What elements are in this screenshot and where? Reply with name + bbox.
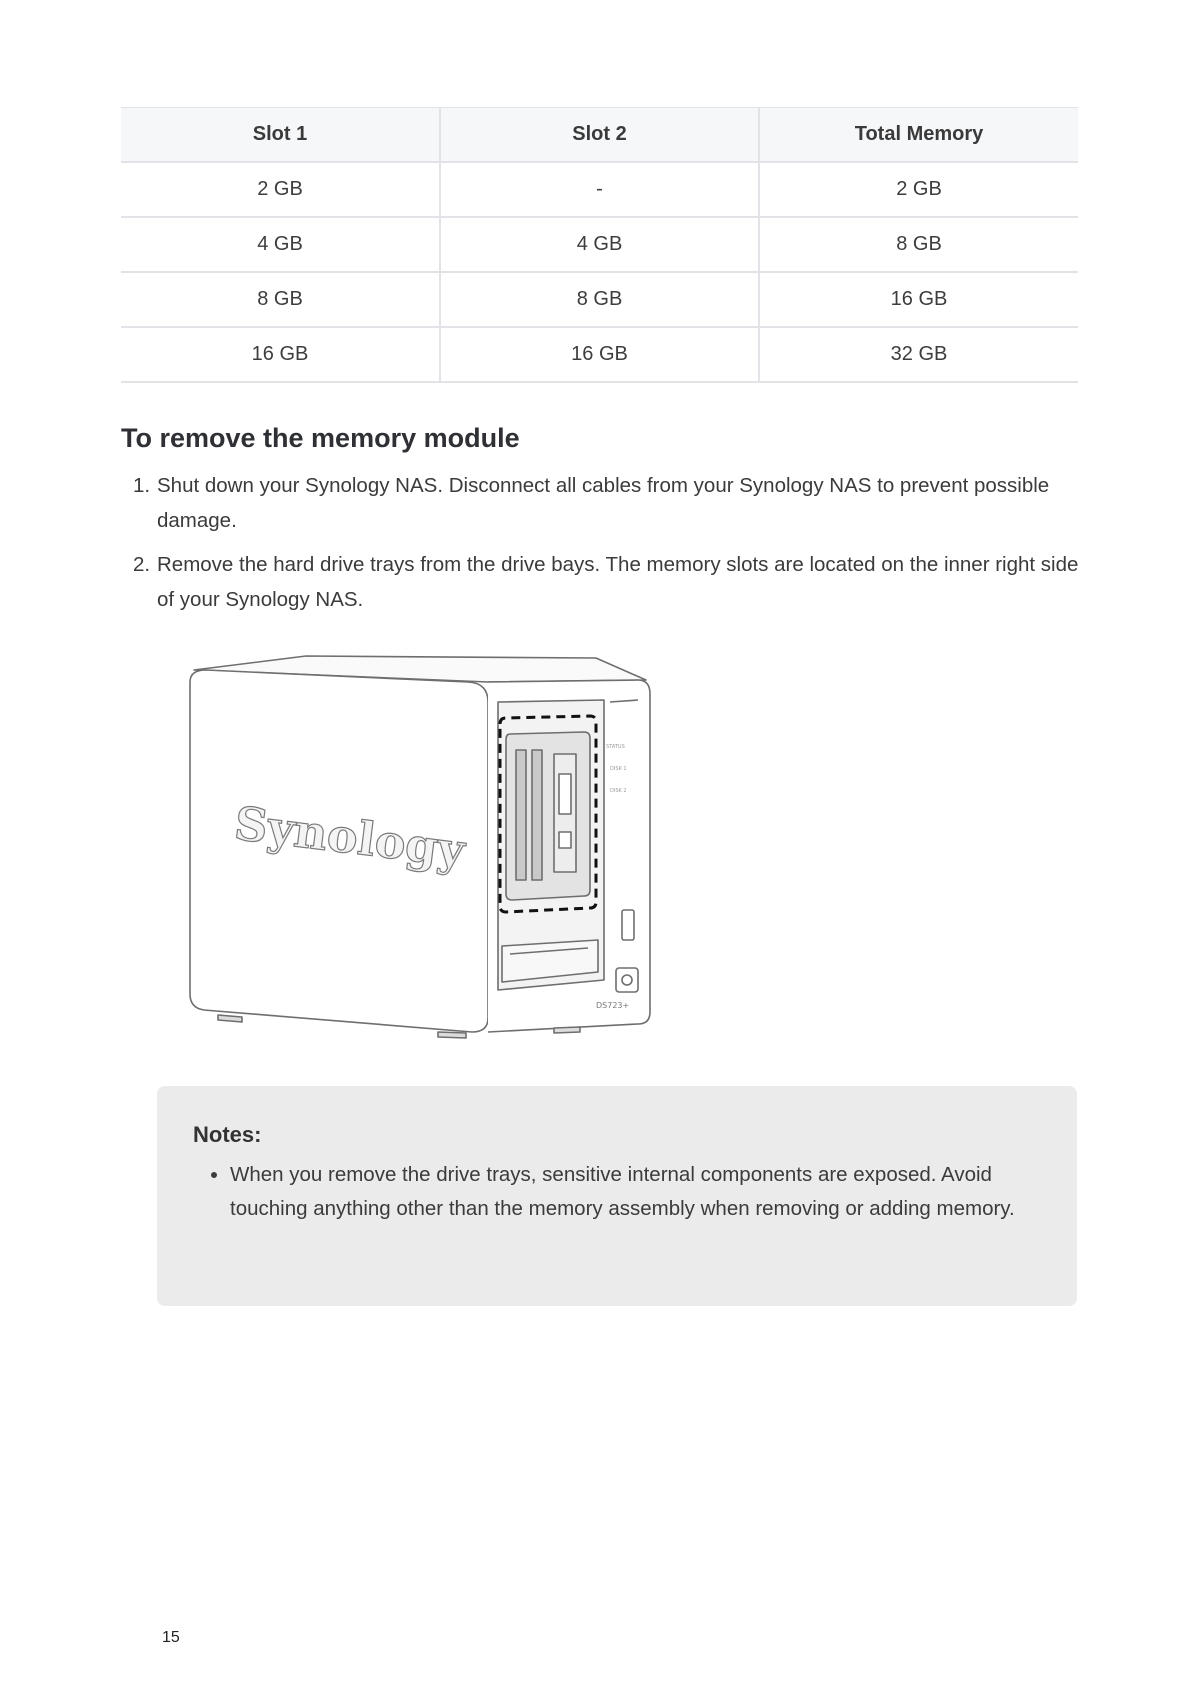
table-cell: 4 GB [121,217,440,272]
step-item [121,468,1081,538]
table-cell: 16 GB [121,327,440,382]
notes-box [157,1086,1077,1306]
table-cell: 8 GB [440,272,759,327]
note-item: • When you remove the drive trays, sensitive internal components are exposed. Avoid touching anything other than the memory assembly when removing or adding memory. [230,1158,1041,1226]
table-cell: 32 GB [759,327,1078,382]
notes-list [193,1158,1041,1226]
led-label-disk-1: DISK 1 [610,766,627,772]
nas-memory-slot-illustration [176,650,656,1050]
step-number: 2. [133,553,151,576]
instruction-steps [121,468,1081,626]
table-row [121,162,1078,217]
step-number: 1. [133,474,151,497]
memory-configuration-table [121,107,1078,383]
table-cell: 8 GB [759,217,1078,272]
step-item [121,547,1081,617]
table-cell: 16 GB [440,327,759,382]
header-slot-1: Slot 1 [121,108,440,163]
table-row [121,327,1078,382]
header-slot-2: Slot 2 [440,108,759,163]
table-cell: 2 GB [121,162,440,217]
notes-title: Notes: [193,1122,262,1147]
led-label-disk-2: DISK 2 [610,788,627,794]
table-header-row [121,108,1078,163]
table-row [121,272,1078,327]
step-text: Shut down your Synology NAS. Disconnect all cables from your Synology NAS to prevent possible damage. [157,474,1050,532]
table-cell: 8 GB [121,272,440,327]
led-label-status: STATUS [606,744,625,750]
model-label: DS723+ [596,1001,630,1010]
table-cell: 16 GB [759,272,1078,327]
table-cell: - [440,162,759,217]
step-text: Remove the hard drive trays from the drive bays. The memory slots are located on the inner right side of your Synology NAS. [157,553,1079,611]
page-number: 15 [162,1629,180,1646]
synology-logo: Synology [231,795,468,878]
table-row [121,217,1078,272]
table-cell: 2 GB [759,162,1078,217]
table-cell: 4 GB [440,217,759,272]
header-total-memory: Total Memory [759,108,1078,163]
section-title: To remove the memory module [121,423,520,453]
